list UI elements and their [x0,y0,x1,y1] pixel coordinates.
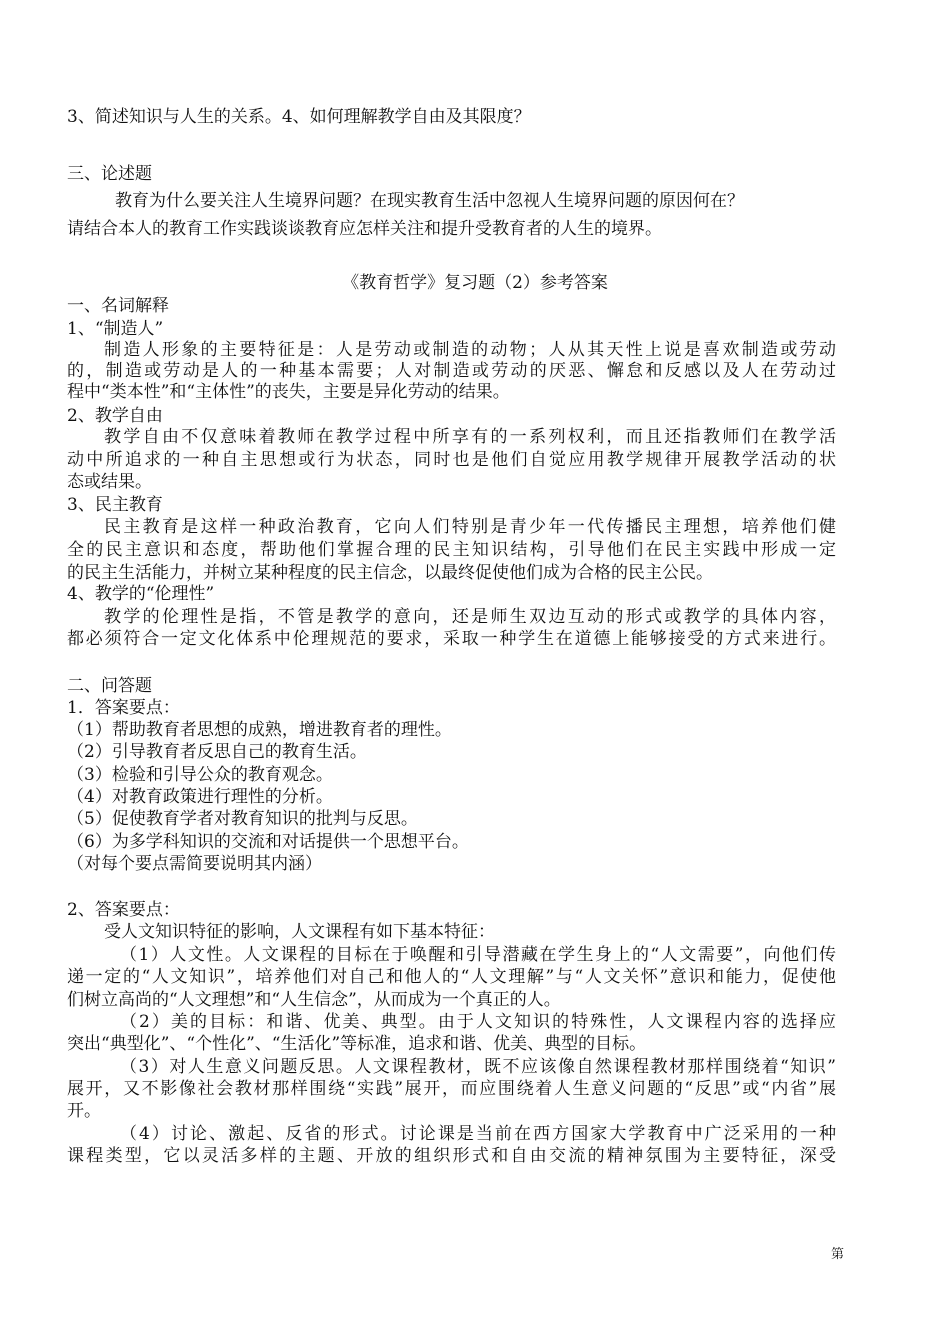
q1-item: （2）引导教育者反思自己的教育生活。 [67,742,367,762]
q1-item: （6）为多学科知识的交流和对话提供一个思想平台。 [67,832,469,852]
section3-heading: 三、论述题 [67,164,152,184]
term3-line1: 民主教育是这样一种政治教育，它向人们特别是青少年一代传播民主理想，培养他们健 [104,517,836,537]
essay-question-line1: 教育为什么要关注人生境界问题？在现实教育生活中忽视人生境界问题的原因何在？ [115,191,744,211]
q1-label: 1．答案要点： [67,698,180,718]
term2-line2: 动中所追求的一种自主思想或行为状态，同时也是他们自觉应用教学规律开展教学活动的状 [67,450,836,470]
q2-point3-line2: 展开，又不影像社会教材那样围绕“实践”展开，而应围绕着人生意义问题的“反思”或“内省”展 [67,1079,836,1099]
page-footer: 第 [830,1247,844,1262]
term2-line3: 态或结果。 [67,472,152,492]
q2-point1-line3: 们树立高尚的“人文理想”和“人生信念”，从而成为一个真正的人。 [67,990,561,1010]
q2-point4-line2: 课程类型，它以灵活多样的主题、开放的组织形式和自由交流的精神氛围为主要特征，深受 [67,1146,836,1166]
q2-point2-line1: （2）美的目标：和谐、优美、典型。由于人文知识的特殊性，人文课程内容的选择应 [120,1012,836,1032]
q2-label: 2、答案要点： [67,900,180,920]
term3-line3: 的民主生活能力，并树立某种程度的民主信念，以最终促使他们成为合格的民主公民。 [67,563,713,583]
term1-line1: 制造人形象的主要特征是：人是劳动或制造的动物；人从其天性上说是喜欢制造或劳动 [104,340,836,360]
essay-question-line2: 请结合本人的教育工作实践谈谈教育应怎样关注和提升受教育者的人生的境界。 [67,219,662,239]
q1-note: （对每个要点需简要说明其内涵） [67,854,322,874]
term2-heading: 2、教学自由 [67,406,163,426]
q1-item: （4）对教育政策进行理性的分析。 [67,787,333,807]
part1-heading: 一、名词解释 [67,296,169,316]
part2-heading: 二、问答题 [67,676,152,696]
q1-item: （1）帮助教育者思想的成熟，增进教育者的理性。 [67,720,452,740]
q2-point4-line1: （4）讨论、激起、反省的形式。讨论课是当前在西方国家大学教育中广泛采用的一种 [120,1124,836,1144]
term2-line1: 教学自由不仅意味着教师在教学过程中所享有的一系列权利，而且还指教师们在教学活 [104,427,836,447]
term4-line1: 教学的伦理性是指，不管是教学的意向，还是师生双边互动的形式或教学的具体内容， [104,607,836,627]
q2-point1-line1: （1）人文性。人文课程的目标在于唤醒和引导潜藏在学生身上的“人文需要”，向他们传 [120,945,836,965]
top-questions: 3、简述知识与人生的关系。4、如何理解教学自由及其限度？ [67,107,531,127]
q2-point2-line2: 突出“典型化”、“个性化”、“生活化”等标准，追求和谐、优美、典型的目标。 [67,1034,647,1054]
term1-line3: 程中“类本性”和“主体性”的丧失，主要是异化劳动的结果。 [67,382,510,402]
term4-line2: 都必须符合一定文化体系中伦理规范的要求，采取一种学生在道德上能够接受的方式来进行。 [67,629,836,649]
q2-intro: 受人文知识特征的影响，人文课程有如下基本特征： [104,922,495,942]
term4-heading: 4、教学的“伦理性” [67,584,215,604]
q2-point3-line1: （3）对人生意义问题反思。人文课程教材，既不应该像自然课程教材那样围绕着“知识” [120,1057,836,1077]
answer-title: 《教育哲学》复习题（2）参考答案 [342,273,608,293]
term1-heading: 1、“制造人” [67,319,164,339]
term3-heading: 3、民主教育 [67,495,163,515]
term1-line2: 的，制造或劳动是人的一种基本需要；人对制造或劳动的厌恶、懈怠和反感以及人在劳动过 [67,361,836,381]
q1-item: （5）促使教育学者对教育知识的批判与反思。 [67,809,418,829]
term3-line2: 全的民主意识和态度，帮助他们掌握合理的民主知识结构，引导他们在民主实践中形成一定 [67,540,836,560]
q2-point1-line2: 递一定的“人文知识”，培养他们对自己和他人的“人文理解”与“人文关怀”意识和能力，促使他 [67,967,836,987]
q1-item: （3）检验和引导公众的教育观念。 [67,765,333,785]
q2-point3-line3: 开。 [67,1101,101,1121]
